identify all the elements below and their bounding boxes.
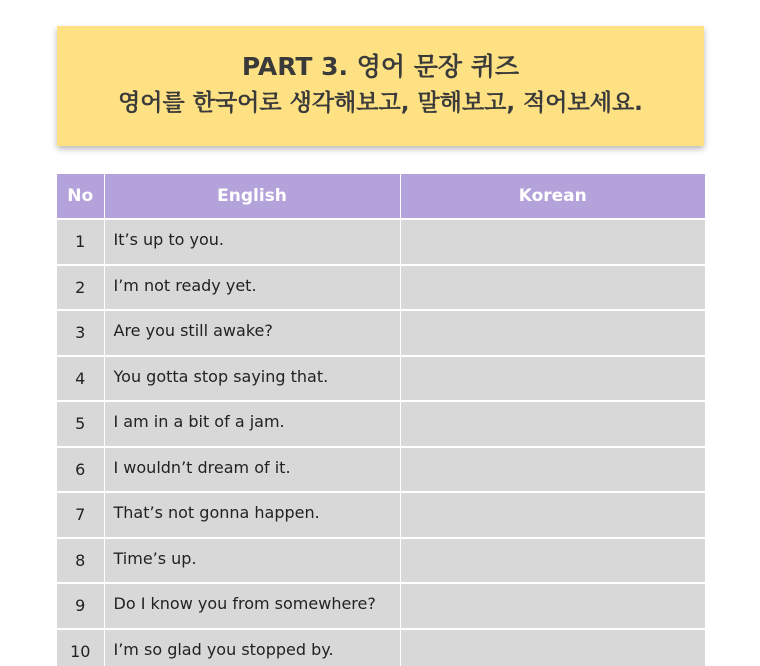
english-sentence-cell <box>104 583 400 629</box>
row-number: 4 <box>57 356 104 402</box>
english-sentence: I’m not ready yet. <box>113 275 257 295</box>
table-header-row <box>57 174 705 219</box>
english-sentence: Time’s up. <box>113 548 197 568</box>
table-row <box>57 629 705 666</box>
korean-answer-cell[interactable] <box>400 401 705 447</box>
row-number: 2 <box>57 265 104 311</box>
english-sentence-cell <box>104 265 400 311</box>
english-sentence-cell <box>104 310 400 356</box>
row-number: 1 <box>57 219 104 265</box>
korean-answer-cell[interactable] <box>400 447 705 493</box>
row-number: 9 <box>57 583 104 629</box>
english-sentence: I’m so glad you stopped by. <box>113 639 334 659</box>
korean-answer-cell[interactable] <box>400 310 705 356</box>
english-sentence: I am in a bit of a jam. <box>113 412 285 432</box>
table-row <box>57 219 705 265</box>
row-number: 8 <box>57 538 104 584</box>
banner-subtitle: 영어를 한국어로 생각해보고, 말해보고, 적어보세요. <box>118 90 643 116</box>
table-body <box>57 219 705 666</box>
row-number: 6 <box>57 447 104 493</box>
english-sentence-cell <box>104 401 400 447</box>
english-sentence: Do I know you from somewhere? <box>113 594 376 614</box>
row-number: 5 <box>57 401 104 447</box>
english-sentence: I wouldn’t dream of it. <box>113 457 291 477</box>
english-sentence: You gotta stop saying that. <box>113 366 329 386</box>
row-number: 10 <box>57 629 104 666</box>
english-sentence-cell <box>104 219 400 265</box>
table-row <box>57 356 705 402</box>
english-sentence: Are you still awake? <box>113 321 273 341</box>
english-sentence: That’s not gonna happen. <box>113 503 320 523</box>
korean-answer-cell[interactable] <box>400 492 705 538</box>
english-sentence-cell <box>104 492 400 538</box>
table-row <box>57 492 705 538</box>
table-row <box>57 401 705 447</box>
english-sentence: It’s up to you. <box>113 230 225 250</box>
quiz-table <box>57 174 705 666</box>
title-banner <box>57 26 704 146</box>
english-sentence-cell <box>104 629 400 666</box>
korean-answer-cell[interactable] <box>400 538 705 584</box>
korean-answer-cell[interactable] <box>400 629 705 666</box>
row-number: 3 <box>57 310 104 356</box>
banner-title: PART 3. 영어 문장 퀴즈 <box>241 52 520 81</box>
table-row <box>57 265 705 311</box>
header-english: English <box>104 174 400 219</box>
header-korean: Korean <box>400 174 705 219</box>
korean-answer-cell[interactable] <box>400 583 705 629</box>
table-row <box>57 310 705 356</box>
english-sentence-cell <box>104 447 400 493</box>
korean-answer-cell[interactable] <box>400 219 705 265</box>
table-row <box>57 583 705 629</box>
korean-answer-cell[interactable] <box>400 356 705 402</box>
korean-answer-cell[interactable] <box>400 265 705 311</box>
row-number: 7 <box>57 492 104 538</box>
english-sentence-cell <box>104 538 400 584</box>
english-sentence-cell <box>104 356 400 402</box>
table-row <box>57 538 705 584</box>
header-no: No <box>57 174 104 219</box>
table-row <box>57 447 705 493</box>
